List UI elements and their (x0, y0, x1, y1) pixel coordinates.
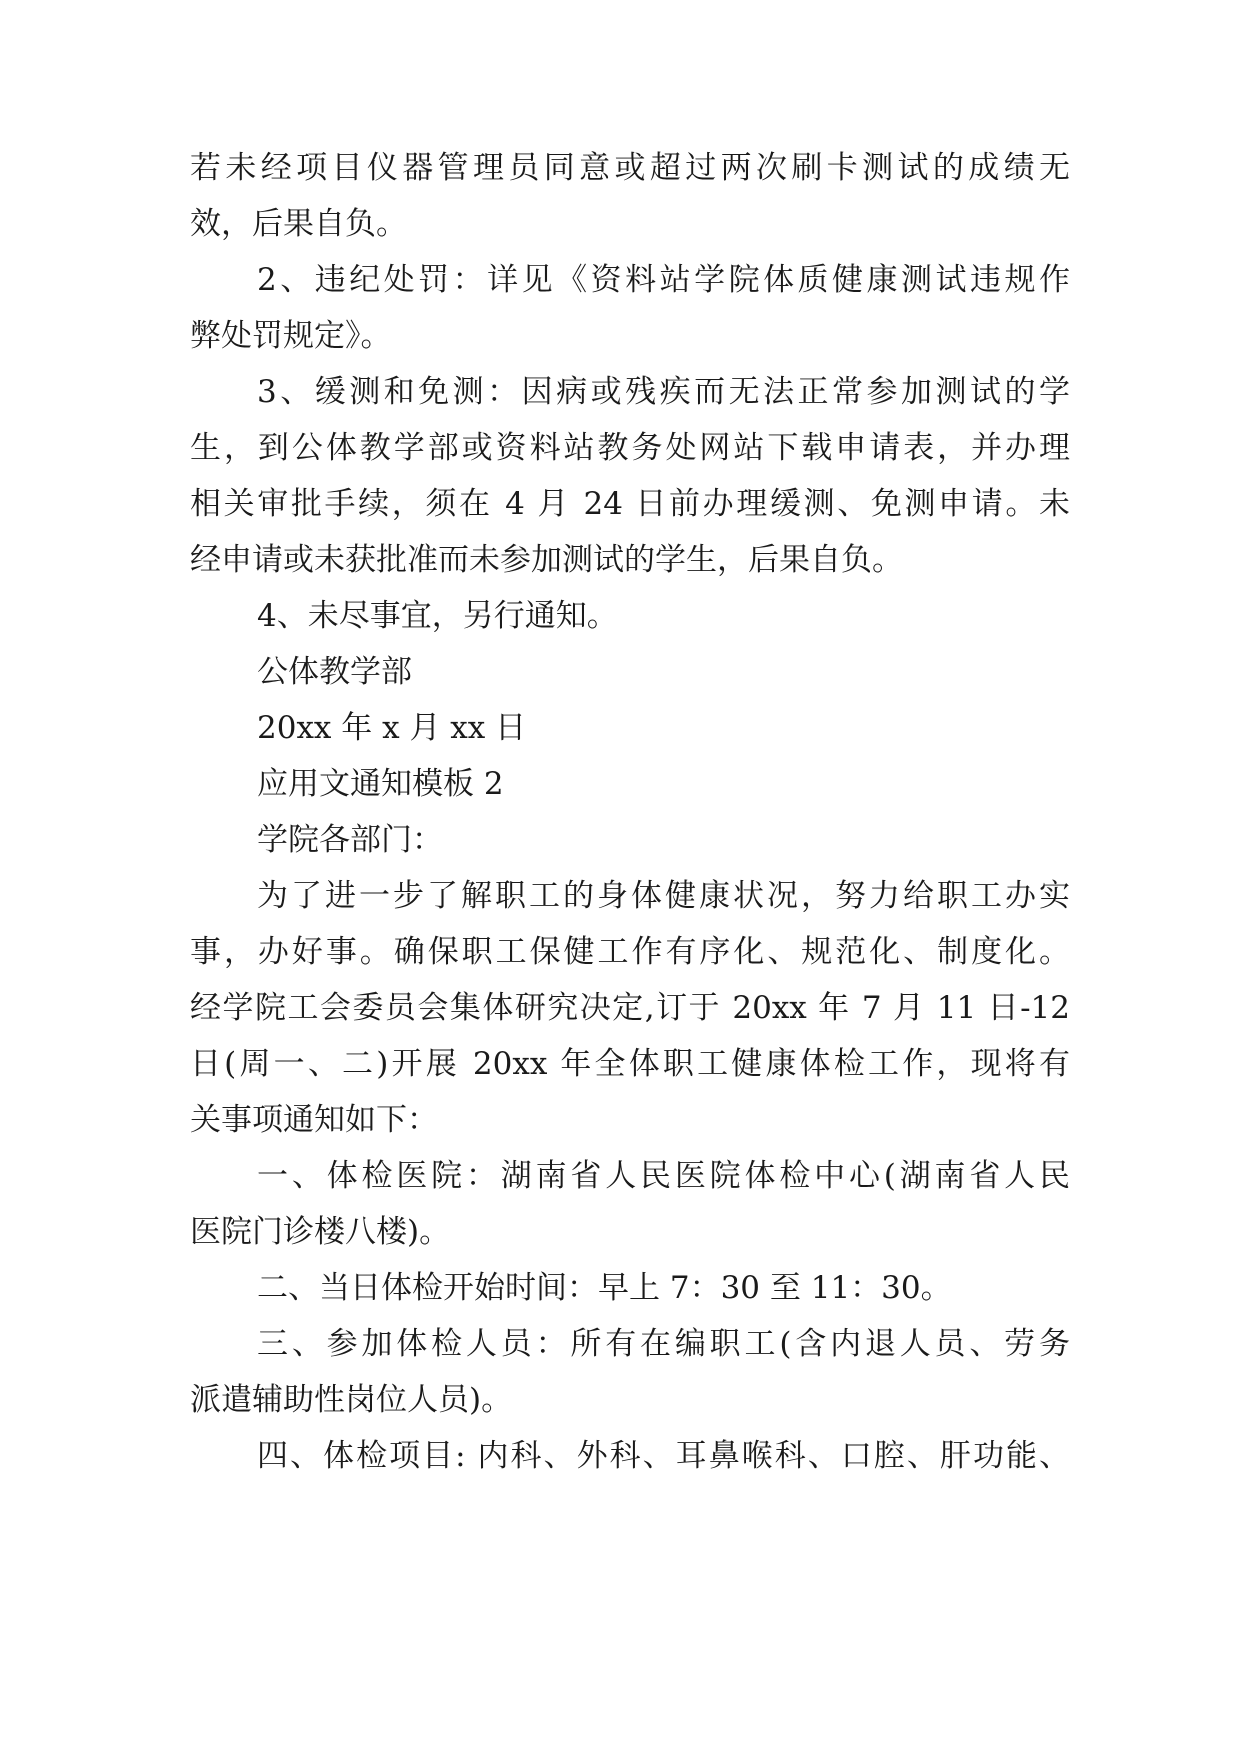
salutation: 学院各部门： (257, 822, 443, 858)
text-line: 2、违纪处罚：详见《资料站学院体质健康测试违规作 (257, 262, 1070, 298)
text-line: 事，办好事。确保职工保健工作有序化、规范化、制度化。 (190, 934, 1070, 970)
text-line: 派遣辅助性岗位人员)。 (190, 1382, 513, 1418)
text-line: 经学院工会委员会集体研究决定,订于 20xx 年 7 月 11 日-12 (190, 990, 1070, 1026)
text-line: 经申请或未获批准而未参加测试的学生，后果自负。 (190, 542, 903, 578)
text-line: 4、未尽事宜，另行通知。 (257, 598, 618, 634)
text-line: 弊处罚规定》。 (190, 318, 392, 354)
text-line: 三、参加体检人员：所有在编职工(含内退人员、劳务 (257, 1326, 1070, 1362)
text-line: 二、当日体检开始时间：早上 7：30 至 11：30。 (257, 1270, 952, 1306)
text-line: 若未经项目仪器管理员同意或超过两次刷卡测试的成绩无 (190, 150, 1070, 186)
text-line: 相关审批手续，须在 4 月 24 日前办理缓测、免测申请。未 (190, 486, 1070, 522)
signature-date: 20xx 年 x 月 xx 日 (257, 710, 527, 746)
section-title: 应用文通知模板 2 (257, 766, 504, 802)
text-line: 效，后果自负。 (190, 206, 407, 242)
text-line: 生，到公体教学部或资料站教务处网站下载申请表，并办理 (190, 430, 1070, 466)
text-line: 医院门诊楼八楼)。 (190, 1214, 451, 1250)
text-line: 3、缓测和免测：因病或残疾而无法正常参加测试的学 (257, 374, 1070, 410)
signature-department: 公体教学部 (257, 654, 412, 690)
text-line: 为了进一步了解职工的身体健康状况，努力给职工办实 (257, 878, 1070, 914)
text-line: 关事项通知如下： (190, 1102, 438, 1138)
text-line: 日(周一、二)开展 20xx 年全体职工健康体检工作，现将有 (190, 1046, 1070, 1082)
text-line: 一、体检医院：湖南省人民医院体检中心(湖南省人民 (257, 1158, 1070, 1194)
text-line: 四、体检项目: 内科、外科、耳鼻喉科、口腔、肝功能、 (257, 1438, 1070, 1474)
